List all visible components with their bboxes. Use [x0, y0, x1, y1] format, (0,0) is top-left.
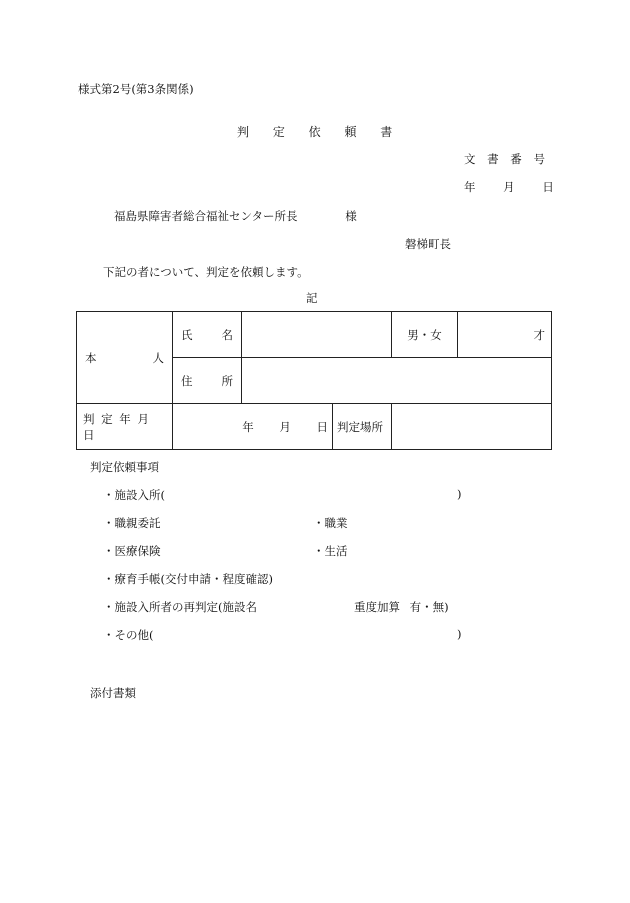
form-number: 様式第2号(第3条関係)	[78, 82, 194, 96]
age-cell[interactable]	[458, 312, 552, 358]
item-other[interactable]: ・その他(	[103, 628, 154, 642]
name-label: 氏 名	[181, 327, 233, 342]
addressee	[114, 208, 357, 224]
item-daily-life[interactable]: ・生活	[313, 544, 348, 558]
request-items-heading: 判定依頼事項	[90, 460, 159, 474]
address-label: 住 所	[181, 373, 233, 388]
document-title: 判 定 依 頼 書	[237, 125, 393, 139]
subject-table	[76, 311, 552, 450]
judgment-place-field[interactable]	[392, 404, 552, 450]
judgment-date-day: 日	[316, 419, 328, 434]
facility-admission-close: )	[457, 487, 462, 501]
item-foster-parent[interactable]: ・職親委託	[103, 516, 161, 530]
item-rejudgment[interactable]: ・施設入所者の再判定(施設名	[103, 600, 257, 614]
address-field[interactable]	[242, 358, 552, 404]
attachments-label: 添付書類	[90, 686, 136, 700]
intro-text: 下記の者について、判定を依頼します。	[103, 265, 309, 279]
item-facility-admission[interactable]	[103, 487, 165, 503]
sex-label: 男・女	[407, 327, 442, 342]
judgment-place-label-cell	[333, 404, 392, 450]
item-occupation[interactable]: ・職業	[313, 516, 348, 530]
item-medical-insurance[interactable]: ・医療保険	[103, 544, 161, 558]
judgment-date-label-cell	[77, 404, 173, 450]
other-close: )	[457, 627, 462, 641]
judgment-date-year: 年	[242, 419, 254, 434]
judgment-place-label: 判定場所	[337, 419, 383, 434]
ki-heading: 記	[306, 291, 318, 305]
date-line	[464, 179, 554, 195]
name-field[interactable]	[242, 312, 392, 358]
sex-cell[interactable]	[392, 312, 458, 358]
date-year: 年	[464, 180, 476, 194]
judgment-date-month: 月	[279, 419, 291, 434]
age-label: 才	[533, 327, 545, 342]
name-label-cell	[173, 312, 242, 358]
date-day: 日	[542, 180, 554, 194]
judgment-date-label: 判 定 年 月 日	[83, 411, 149, 442]
item-rehab-handbook[interactable]: ・療育手帳(交付申請・程度確認)	[103, 572, 273, 586]
date-month: 月	[503, 180, 515, 194]
address-label-cell	[173, 358, 242, 404]
judgment-date-field[interactable]	[173, 404, 333, 450]
addressee-name: 福島県障害者総合福祉センター所長	[114, 209, 298, 223]
subject-label-cell	[77, 312, 173, 404]
sender: 磐梯町長	[405, 237, 451, 251]
document-number-label: 文 書 番 号	[464, 152, 545, 166]
facility-admission-label: ・施設入所(	[103, 488, 165, 502]
rejudgment-severity[interactable]: 重度加算 有・無)	[354, 600, 449, 614]
addressee-honorific: 様	[345, 209, 357, 223]
subject-label: 本 人	[85, 350, 164, 365]
